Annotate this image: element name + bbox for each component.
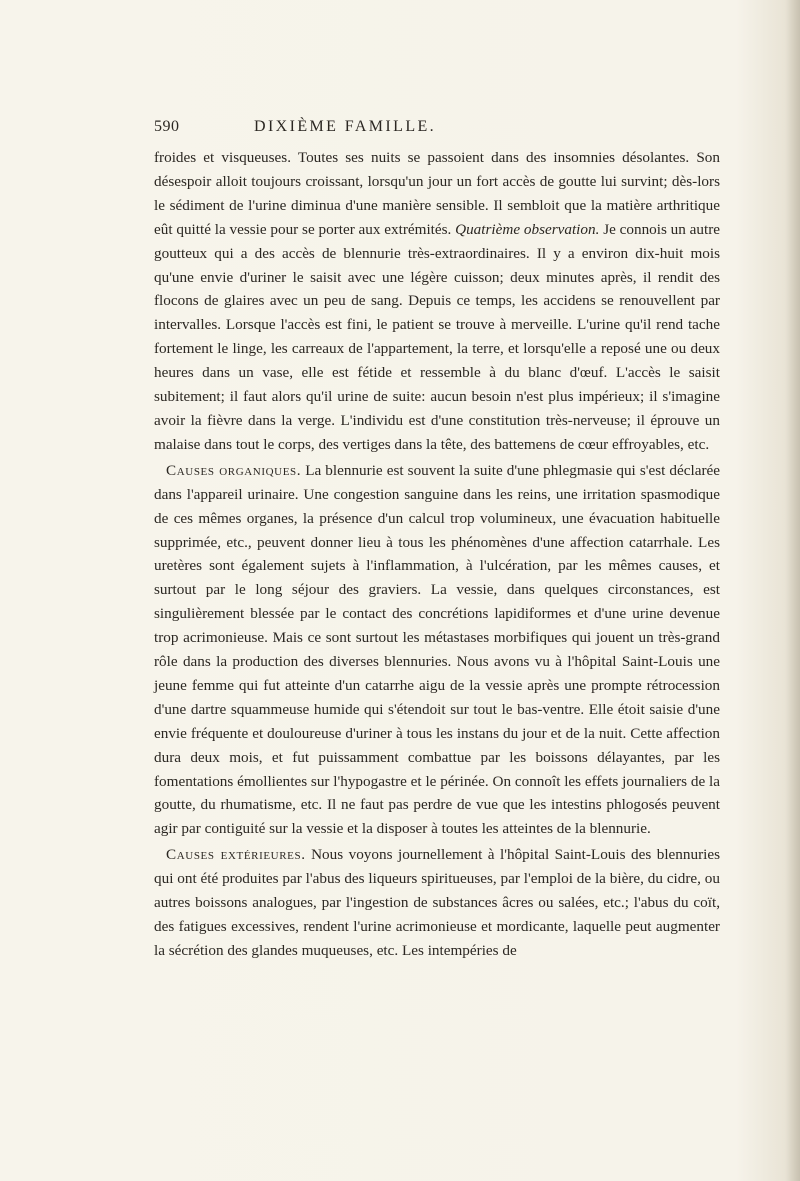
paragraph-causes-organiques <box>154 459 720 842</box>
body-text <box>154 146 720 963</box>
page-header <box>154 118 720 142</box>
paragraph-text: Je connois un autre goutteux qui a des accès de blennurie très-extraordinaires. Il y a environ dix-huit mois qu'une envie d'uriner le saisit avec une légère cuisson; deux minutes après, il rendit des flocons de glaires avec un peu de sang. Depuis ce temps, les accidens se renouvellent par intervalles. Lorsque l'accès est fini, le patient se trouve à merveille. L'urine qu'il rend tache fortement le linge, les carreaux de l'appartement, la terre, et lorsqu'elle a reposé une ou deux heures dans un vase, elle est fétide et ressemble à du blanc d'œuf. L'accès le saisit subitement; il faut alors qu'il urine de suite: aucun besoin n'est plus impérieux; il s'imagine avoir la fièvre dans la verge. L'individu est d'une constitution très-nerveuse; il éprouve un malaise dans tout le corps, des vertiges dans la tête, des battemens de cœur effroyables, etc. <box>154 220 721 453</box>
paragraph-text: La blennurie est souvent la suite d'une phlegmasie qui s'est déclarée dans l'appareil urinaire. Une congestion sanguine dans les reins, une irritation spasmodique de ces mêmes organes, la présence d'un calcul trop volumineux, une évacuation habituelle supprimée, etc., peuvent donner lieu à tous les phénomènes d'une affection catarrhale. Les uretères sont également sujets à l'inflammation, à l'ulcération, par les mêmes causes, et surtout par le long séjour des graviers. La vessie, dans quelques circonstances, est singulièrement blessée par le contact des concrétions lapidiformes et d'une urine devenue trop acrimonieuse. Mais ce sont surtout les métastases morbifiques qui jouent un très-grand rôle dans la production des diverses blennuries. Nous avons vu à l'hôpital Saint-Louis une jeune femme qui fut atteinte d'un catarrhe aigu de la vessie après une prompte rétrocession d'une dartre squammeuse humide qui s'étendoit sur tout le bas-ventre. Elle étoit saisie d'une envie fréquente et douloureuse d'uriner à tous les instans du jour et de la nuit. Cette affection dura deux mois, et fut puissamment combattue par les boissons délayantes, par les fomentations émollientes sur l'hypogastre et le périnée. On connoît les effets journaliers de la goutte, du rhumatisme, etc. Il ne faut pas perdre de vue que les intestins phlogosés peuvent agir par contiguité sur la vessie et la disposer à toutes les atteintes de la blennurie. <box>154 461 720 838</box>
running-title: DIXIÈME FAMILLE. <box>254 118 437 135</box>
page-number: 590 <box>154 118 180 135</box>
paragraph-text: Nous voyons journellement à l'hôpital Saint-Louis des blennuries qui ont été produites par l'abus des liqueurs spiritueuses, par l'emploi de la bière, du cidre, ou autres boissons analogues, par l'ingestion de substances âcres ou salées, etc.; l'abus du coït, des fatigues excessives, rendent l'urine acrimonieuse et mordicante, laquelle peut augmenter la sécrétion des glandes muqueuses, etc. Les intempéries de <box>154 846 720 959</box>
section-heading: Causes organiques. <box>166 461 302 479</box>
paragraph-text: froides et visqueuses. Toutes ses nuits se passoient dans des insomnies désolantes. Son désespoir alloit toujours croissant, lorsqu'un jour un fort accès de goutte lui survint; dès-lors le sédiment de l'urine diminua d'une manière sensible. Il sembloit que la matière arthritique eût quitté la vessie pour se porter aux extrémités. <box>154 149 720 238</box>
paragraph-continuation <box>154 146 720 457</box>
section-heading: Causes extérieures. <box>166 846 306 864</box>
observation-heading: Quatrième observation. <box>455 220 600 238</box>
paragraph-causes-exterieures <box>154 843 720 963</box>
page-edge-shadow <box>786 0 800 1181</box>
